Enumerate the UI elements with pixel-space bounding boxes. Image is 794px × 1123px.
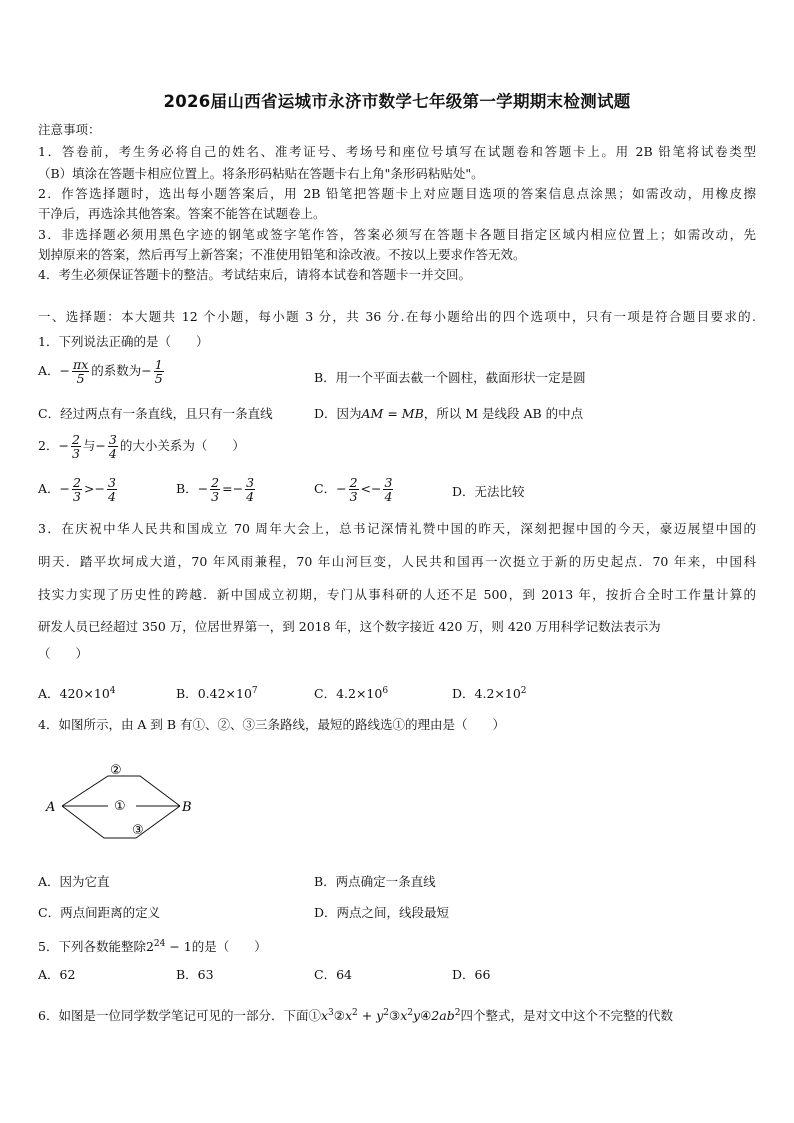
q2-option-a: A．− $\frac{2}{3}$ >− $\frac{3}{4}$: [38, 475, 116, 504]
q4-option-a: A．因为它直: [38, 874, 110, 889]
q3-paren: （ ）: [38, 646, 89, 661]
route-1-label: ①: [114, 799, 126, 814]
q2-stem: 2．− $\frac{2}{3}$ 与− $\frac{3}{4}$ 的大小关系为（ ）: [38, 432, 245, 461]
q2-option-d: D．无法比较: [452, 484, 525, 499]
point-a-label: A: [46, 800, 56, 815]
q5-option-d: D．66: [452, 967, 491, 982]
route-diagram: [40, 762, 210, 842]
notice-line-4: 干净后，再选涂其他答案。答案不能答在试题卷上。: [38, 206, 326, 221]
section-heading: 一、选择题：本大题共 12 个小题，每小题 3 分，共 36 分.在每小题给出的四个选项中，只有一项是符合题目要求的.: [38, 309, 756, 324]
q3-line-4: 研发人员已经超过 350 万，位居世界第一，到 2018 年，这个数字接近 420 万，则 420 万用科学记数法表示为: [38, 619, 661, 634]
notice-line-7: 4．考生必须保证答题卡的整洁。考试结束后，请将本试卷和答题卡一并交回。: [38, 267, 471, 282]
q5-option-c: C．64: [314, 967, 352, 982]
notice-line-5: 3．非选择题必须用黑色字迹的钢笔或签字笔作答，答案必须写在答题卡各题目指定区域内相应位置上；如需改动，先: [38, 227, 756, 242]
point-b-label: B: [182, 800, 192, 815]
q3-option-d: D．$4.2\times 10^2$: [452, 686, 527, 702]
q4-option-b: B．两点确定一条直线: [314, 874, 436, 889]
q4-stem: 4．如图所示，由 A 到 B 有①、②、③三条路线，最短的路线选①的理由是（ ）: [38, 717, 506, 732]
q2-option-b: B．− $\frac{2}{3}$ =− $\frac{3}{4}$: [176, 475, 255, 504]
fraction: $\frac{\pi x}{5}$: [73, 357, 89, 386]
q1-option-c: C．经过两点有一条直线，且只有一条直线: [38, 406, 273, 421]
q3-option-b: B．$0.42\times 10^7$: [176, 686, 258, 702]
q1-stem: 1．下列说法正确的是（ ）: [38, 334, 209, 349]
q3-line-1: 3．在庆祝中华人民共和国成立 70 周年大会上，总书记深情礼赞中国的昨天，深刻把握中国的今天，豪迈展望中国的: [38, 521, 756, 536]
q3-option-c: C．$4.2\times 10^6$: [314, 686, 389, 702]
notice-line-6: 划掉原来的答案，然后再写上新答案；不准使用铅笔和涂改液。不按以上要求作答无效。: [38, 247, 526, 262]
q5-option-b: B．63: [176, 967, 214, 982]
q3-line-3: 技实力实现了历史性的跨越．新中国成立初期，专门从事科研的人还不足 500，到 2013 年，按折合全时工作量计算的: [38, 587, 756, 602]
q6-stem: 6．如图是一位同学数学笔记可见的一部分．下面$①x^3②x^2$ + $y^2③x^2y④2ab^2$四个整式，是对文中这个不完整的代数: [38, 1008, 673, 1024]
q3-option-a: A．$420\times 10^4$: [38, 686, 116, 702]
notice-heading: 注意事项：: [38, 122, 101, 137]
route-3-label: ③: [132, 823, 144, 838]
q2-option-c: C．− $\frac{2}{3}$ <− $\frac{3}{4}$: [314, 475, 393, 504]
q1-option-b: B．用一个平面去截一个圆柱，截面形状一定是圆: [314, 370, 586, 385]
fraction: $\frac{3}{4}$: [108, 432, 117, 461]
q1-option-d: D．因为AM = MB，所以 M 是线段 AB 的中点: [314, 406, 584, 421]
route-2-label: ②: [110, 763, 122, 778]
fraction: $\frac{2}{3}$: [71, 432, 80, 461]
page-title: 2026届山西省运城市永济市数学七年级第一学期期末检测试题: [163, 92, 631, 111]
q5-option-a: A．62: [38, 967, 76, 982]
notice-line-1: 1．答卷前，考生务必将自己的姓名、准考证号、考场号和座位号填写在试题卷和答题卡上。用 2B 铅笔将试卷类型: [38, 144, 756, 159]
fraction: $\frac{1}{5}$: [154, 357, 163, 386]
q3-line-2: 明天．踏平坎坷成大道，70 年风雨兼程，70 年山河巨变，人民共和国再一次挺立于新的历史起点．70 年来，中国科: [38, 554, 756, 569]
q1-option-a: A．− $\frac{\pi x}{5}$ 的系数为− $\frac{1}{5}$: [38, 357, 163, 386]
q4-option-d: D．两点之间，线段最短: [314, 905, 450, 920]
notice-line-3: 2．作答选择题时，选出每小题答案后，用 2B 铅笔把答题卡上对应题目选项的答案信息点涂黑；如需改动，用橡皮擦: [38, 186, 756, 201]
notice-line-2: （B）填涂在答题卡相应位置上。将条形码粘贴在答题卡右上角"条形码粘贴处"。: [38, 166, 484, 181]
q4-option-c: C．两点间距离的定义: [38, 905, 161, 920]
q5-stem: 5．下列各数能整除$2^{24} - 1$的是（ ）: [38, 939, 267, 955]
